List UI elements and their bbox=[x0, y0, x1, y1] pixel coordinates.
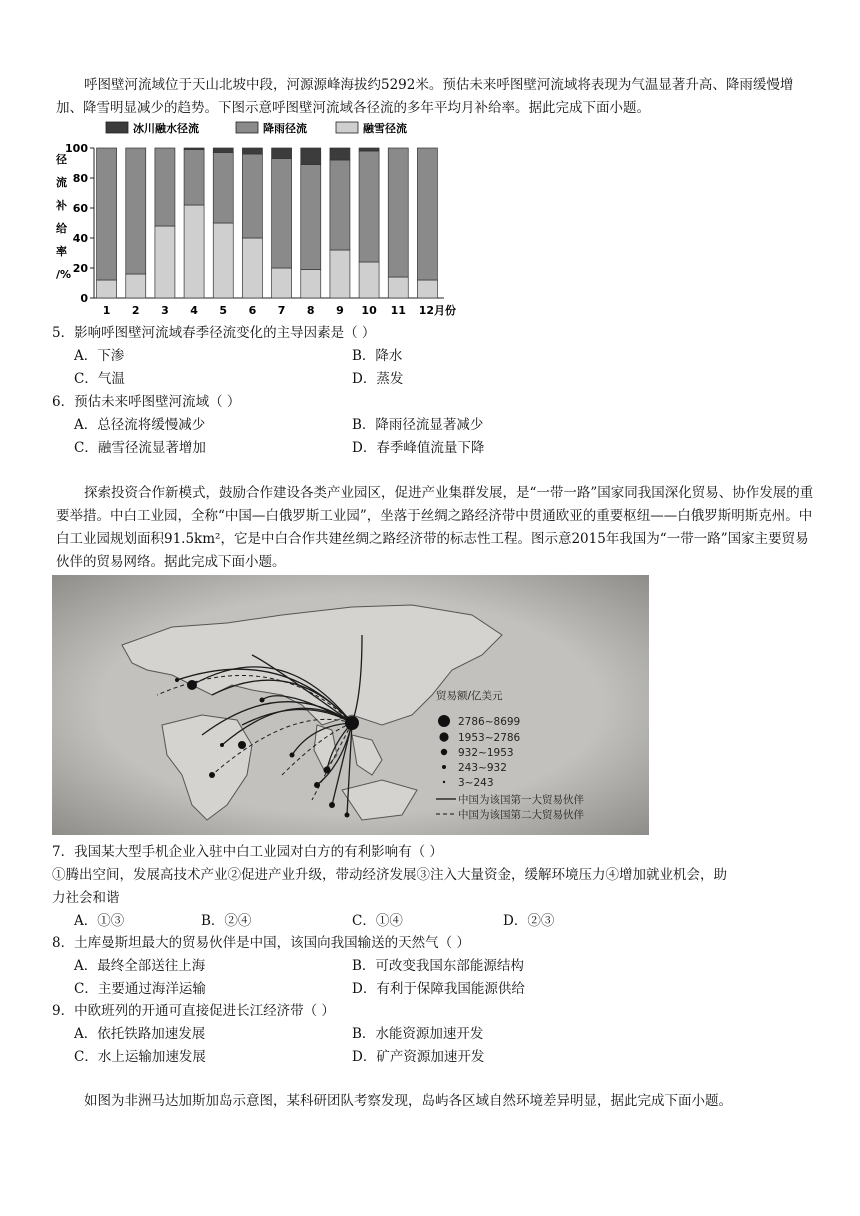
y-tick-label: 80 bbox=[72, 172, 88, 185]
bar-segment-0-10 bbox=[388, 277, 408, 298]
question-8-option-d: D．有利于保障我国能源供给 bbox=[352, 981, 525, 997]
y-axis-label-char: 流 bbox=[56, 176, 67, 189]
bar-segment-2-5 bbox=[242, 148, 262, 154]
question-8-option-c: C．主要通过海洋运输 bbox=[74, 981, 206, 997]
bar-segment-1-11 bbox=[417, 148, 437, 280]
question-7-option-c: C．①④ bbox=[352, 913, 403, 929]
x-tick-label: 6 bbox=[248, 304, 257, 317]
question-9-option-a: A．依托铁路加速发展 bbox=[74, 1026, 206, 1042]
x-tick-label: 8 bbox=[306, 304, 315, 317]
bar-segment-0-0 bbox=[97, 280, 117, 298]
map-legend-line-second: 中国为该国第二大贸易伙伴 bbox=[458, 809, 584, 821]
bar-segment-1-4 bbox=[213, 153, 233, 224]
bar-segment-0-9 bbox=[359, 262, 379, 298]
x-tick-label: 9 bbox=[336, 304, 344, 317]
bar-segment-0-6 bbox=[272, 268, 292, 298]
question-8-option-a: A．最终全部送往上海 bbox=[74, 958, 206, 974]
legend-swatch-1 bbox=[236, 122, 258, 133]
bar-segment-2-4 bbox=[213, 148, 233, 153]
x-tick-label: 11 bbox=[390, 304, 406, 317]
y-axis-label-char: /% bbox=[56, 268, 72, 281]
bar-segment-0-7 bbox=[301, 270, 321, 299]
bar-segment-0-1 bbox=[126, 274, 146, 298]
question-7-items-cont: 力社会和谐 bbox=[52, 890, 120, 906]
bar-segment-0-2 bbox=[155, 226, 175, 298]
bar-segment-2-7 bbox=[301, 148, 321, 165]
bar-segment-1-8 bbox=[330, 160, 350, 250]
map-legend-range-1: 2786~8699 bbox=[458, 716, 521, 728]
x-tick-label: 7 bbox=[277, 304, 286, 317]
bar-segment-1-7 bbox=[301, 165, 321, 270]
y-axis-label-char: 径 bbox=[56, 153, 67, 166]
y-tick-label: 40 bbox=[72, 232, 88, 245]
question-5-option-b: B．降水 bbox=[352, 348, 403, 364]
legend-swatch-2 bbox=[336, 122, 358, 133]
bar-segment-1-5 bbox=[242, 154, 262, 238]
bar-segment-1-9 bbox=[359, 151, 379, 262]
map-legend-title: 贸易额/亿美元 bbox=[436, 690, 503, 702]
bar-segment-2-3 bbox=[184, 148, 204, 150]
question-5-stem: 5．影响呼图壁河流域春季径流变化的主导因素是（ ） bbox=[52, 325, 376, 341]
y-axis-label-char: 给 bbox=[56, 222, 67, 235]
y-axis-label-char: 率 bbox=[56, 245, 67, 258]
y-tick-label: 60 bbox=[72, 202, 88, 215]
bar-segment-2-9 bbox=[359, 148, 379, 151]
y-tick-label: 100 bbox=[65, 142, 88, 155]
bar-segment-1-0 bbox=[97, 148, 117, 280]
x-tick-label: 1 bbox=[102, 304, 111, 317]
x-tick-label: 12月份 bbox=[418, 304, 457, 317]
question-5-option-a: A．下渗 bbox=[74, 348, 125, 364]
bar-segment-1-3 bbox=[184, 150, 204, 206]
map-legend-range-4: 243~932 bbox=[458, 762, 507, 774]
bar-segment-0-5 bbox=[242, 238, 262, 298]
x-tick-label: 10 bbox=[361, 304, 377, 317]
intro-paragraph-1: 呼图壁河流域位于天山北坡中段，河源源峰海拔约5292米。预估未来呼图壁河流域将表现为气温显著升高、降雨缓慢增加、降雪明显减少的趋势。下图示意呼图壁河流域各径流的多年平均月补给率。据此完成下面小题。 bbox=[56, 77, 794, 116]
bar-segment-1-2 bbox=[155, 148, 175, 226]
question-9-option-c: C．水上运输加速发展 bbox=[74, 1049, 206, 1065]
y-tick-label: 0 bbox=[80, 292, 88, 305]
question-8-stem: 8．土库曼斯坦最大的贸易伙伴是中国，该国向我国输送的天然气（ ） bbox=[52, 935, 470, 951]
question-7-option-a: A．①③ bbox=[74, 913, 125, 929]
question-7-option-d: D．②③ bbox=[503, 913, 555, 929]
bar-segment-1-6 bbox=[272, 159, 292, 269]
runoff-recharge-chart bbox=[52, 118, 472, 320]
question-6-option-a: A．总径流将缓慢减少 bbox=[74, 417, 206, 433]
intro-paragraph-3: 如图为非洲马达加斯加岛示意图，某科研团队考察发现，岛屿各区域自然环境差异明显，据此完成下面小题。 bbox=[84, 1093, 732, 1109]
bar-segment-2-6 bbox=[272, 148, 292, 159]
question-9-option-d: D．矿产资源加速开发 bbox=[352, 1049, 485, 1065]
legend-label-0: 冰川融水径流 bbox=[133, 122, 199, 135]
question-6-option-b: B．降雨径流显著减少 bbox=[352, 417, 484, 433]
question-6-stem: 6．预估未来呼图壁河流域（ ） bbox=[52, 394, 241, 410]
legend-label-1: 降雨径流 bbox=[263, 122, 307, 135]
question-6-option-c: C．融雪径流显著增加 bbox=[74, 440, 206, 456]
question-5-option-c: C．气温 bbox=[74, 371, 125, 387]
question-7-items: ①腾出空间，发展高技术产业②促进产业升级，带动经济发展③注入大量资金，缓解环境压力④增加就业机会，助 bbox=[52, 867, 727, 883]
question-9-stem: 9．中欧班列的开通可直接促进长江经济带（ ） bbox=[52, 1003, 335, 1019]
bar-segment-0-8 bbox=[330, 250, 350, 298]
bar-segment-0-4 bbox=[213, 223, 233, 298]
legend-swatch-0 bbox=[106, 122, 128, 133]
map-legend-range-3: 932~1953 bbox=[458, 747, 514, 759]
question-7-option-b: B．②④ bbox=[201, 913, 252, 929]
map-legend-range-2: 1953~2786 bbox=[458, 732, 521, 744]
question-5-option-d: D．蒸发 bbox=[352, 371, 404, 387]
bar-segment-0-11 bbox=[417, 280, 437, 298]
trade-network-map bbox=[52, 575, 649, 835]
y-tick-label: 20 bbox=[72, 262, 88, 275]
bar-segment-1-1 bbox=[126, 148, 146, 274]
question-6-option-d: D．春季峰值流量下降 bbox=[352, 440, 485, 456]
question-9-option-b: B．水能资源加速开发 bbox=[352, 1026, 484, 1042]
bar-segment-1-10 bbox=[388, 148, 408, 277]
x-tick-label: 5 bbox=[219, 304, 228, 317]
bar-segment-2-8 bbox=[330, 148, 350, 160]
x-tick-label: 3 bbox=[161, 304, 169, 317]
x-tick-label: 4 bbox=[190, 304, 198, 317]
bar-segment-0-3 bbox=[184, 205, 204, 298]
x-tick-label: 2 bbox=[131, 304, 140, 317]
question-8-option-b: B．可改变我国东部能源结构 bbox=[352, 958, 524, 974]
intro-paragraph-2: 探索投资合作新模式，鼓励合作建设各类产业园区，促进产业集群发展，是“一带一路”国家同我国深化贸易、协作发展的重要举措。中白工业园，全称“中国—白俄罗斯工业园”，坐落于丝绸之路经济带中贯通欧亚的重要枢纽——白俄罗斯明斯克州。中白工业园规划面积91.5km²，它是中白合作共建丝绸之路经济带的标志性工程。图示意2015年我国为“一带一路”国家主要贸易伙伴的贸易网络。据此完成下面小题。 bbox=[56, 485, 814, 570]
legend-label-2: 融雪径流 bbox=[363, 122, 407, 135]
map-legend-line-first: 中国为该国第一大贸易伙伴 bbox=[458, 794, 584, 806]
question-7-stem: 7．我国某大型手机企业入驻中白工业园对白方的有利影响有（ ） bbox=[52, 844, 443, 860]
map-legend-range-5: 3~243 bbox=[458, 777, 494, 789]
y-axis-label-char: 补 bbox=[56, 199, 67, 212]
